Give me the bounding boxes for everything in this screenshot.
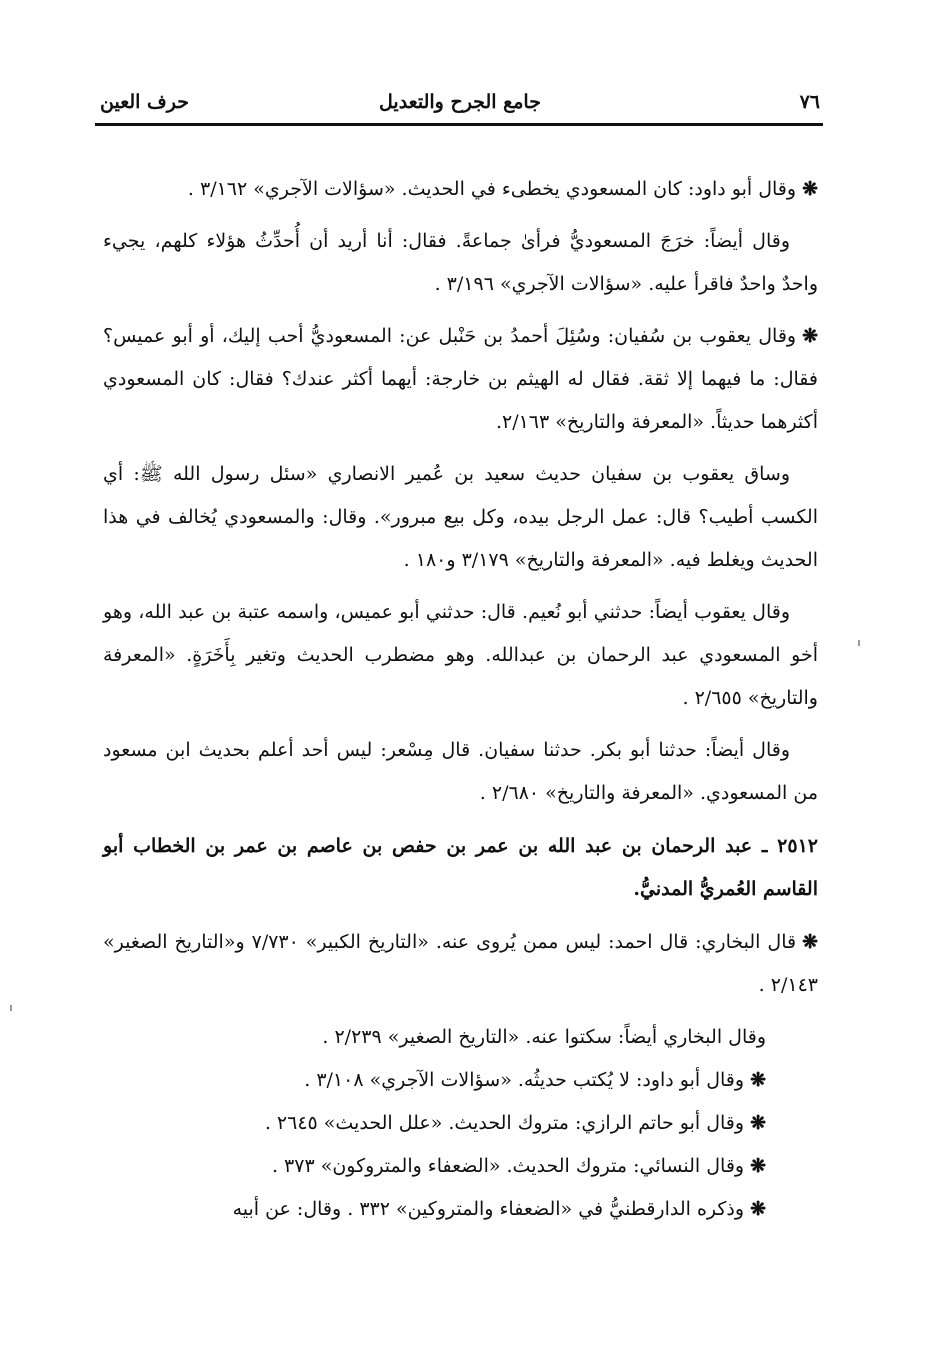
paragraph bbox=[103, 1102, 818, 1145]
paragraph bbox=[103, 1016, 818, 1059]
page-number: ٧٦ bbox=[799, 91, 820, 113]
star-marker: ❋ bbox=[802, 931, 819, 953]
paragraph bbox=[103, 1059, 818, 1102]
paragraph-text: وقال يعقوب بن سُفيان: وسُئِلَ أحمدُ بن حَنْبل عن: المسعوديُّ أحب إليك، أو أبو عميس؟ فقال: ما فيهما إلا ثقة. فقال له الهيثم بن خارجة: أيهما أكثر عندك؟ فقال: كان المسعودي أكثرهما حديثاً. «المعرفة والتاريخ» ٢/١٦٣. bbox=[103, 325, 818, 433]
paragraph-text: وقال أبو داود: كان المسعودي يخطىء في الحديث. «سؤالات الآجري» ٣/١٦٢ . bbox=[187, 178, 797, 200]
section-title: حرف العين bbox=[100, 91, 189, 113]
paragraph-text: قال البخاري: قال احمد: ليس ممن يُروى عنه. «التاريخ الكبير» ٧/٧٣٠ و«التاريخ الصغير» ٢/١٤٣ . bbox=[103, 931, 818, 996]
paragraph-text: وساق يعقوب بن سفيان حديث سعيد بن عُمير الانصاري «سئل رسول الله ﷺ: أي الكسب أطيب؟ قال: عمل الرجل بيده، وكل بيع مبرور». وقال: والمسعودي يُخالف في هذا الحديث ويغلط فيه. «المعرفة والتاريخ» ٣/١٧٩ و١٨٠ . bbox=[103, 463, 818, 571]
star-marker: ❋ bbox=[750, 1155, 766, 1177]
paragraph-text: وقال أيضاً: حدثنا أبو بكر. حدثنا سفيان. قال مِسْعر: ليس أحد أعلم بحديث ابن مسعود من المسعودي. «المعرفة والتاريخ» ٢/٦٨٠ . bbox=[103, 739, 818, 804]
paragraph-text: وقال أبو حاتم الرازي: متروك الحديث. «علل الحديث» ٢٦٤٥ . bbox=[264, 1112, 745, 1134]
entry-heading bbox=[103, 825, 818, 911]
book-title: جامع الجرح والتعديل bbox=[379, 91, 541, 113]
paragraph-text: وقال أيضاً: خرَجَ المسعوديُّ فرأىٰ جماعةً. فقال: أنا أريد أن أُحدِّثُ هؤلاء كلهم، يجيء واحدٌ واحدٌ فاقرأ عليه. «سؤالات الآجري» ٣/١٩٦ . bbox=[103, 230, 818, 295]
paragraph bbox=[103, 1145, 818, 1188]
paragraph bbox=[103, 1188, 818, 1231]
paragraph-text: وقال يعقوب أيضاً: حدثني أبو نُعيم. قال: حدثني أبو عميس، واسمه عتبة بن عبد الله، وهو أخو المسعودي عبد الرحمان بن عبدالله. وهو مضطرب الحديث وتغير بِأَخَرَةٍ. «المعرفة والتاريخ» ٢/٦٥٥ . bbox=[103, 601, 818, 709]
star-marker: ❋ bbox=[802, 178, 818, 200]
paragraph bbox=[103, 921, 818, 1007]
paragraph bbox=[103, 729, 818, 815]
entry-number: ٢٥١٢ ـ bbox=[761, 835, 818, 857]
scan-artifact bbox=[858, 640, 860, 646]
scan-artifact bbox=[10, 1005, 12, 1011]
paragraph bbox=[103, 168, 818, 211]
paragraph-text: وذكره الدارقطنيُّ في «الضعفاء والمتروكين» ٣٣٢ . وقال: عن أبيه bbox=[232, 1198, 745, 1220]
star-marker: ❋ bbox=[802, 325, 818, 347]
paragraph bbox=[103, 453, 818, 582]
star-marker: ❋ bbox=[750, 1198, 766, 1220]
entry-title: عبد الرحمان بن عبد الله بن عمر بن حفص بن عاصم بن عمر بن الخطاب أبو القاسم العُمريُّ المدنيُّ. bbox=[103, 835, 818, 900]
star-marker: ❋ bbox=[750, 1112, 766, 1134]
star-marker: ❋ bbox=[750, 1069, 766, 1091]
paragraph-text: وقال النسائي: متروك الحديث. «الضعفاء والمتروكون» ٣٧٣ . bbox=[271, 1155, 745, 1177]
paragraph bbox=[103, 591, 818, 720]
header-rule bbox=[95, 123, 823, 126]
paragraph-text: وقال البخاري أيضاً: سكتوا عنه. «التاريخ الصغير» ٢/٢٣٩ . bbox=[322, 1026, 766, 1048]
page-body bbox=[103, 168, 818, 1231]
paragraph-text: وقال أبو داود: لا يُكتب حديثُه. «سؤالات الآجري» ٣/١٠٨ . bbox=[304, 1069, 745, 1091]
page-header bbox=[100, 88, 820, 128]
paragraph bbox=[103, 315, 818, 444]
paragraph bbox=[103, 220, 818, 306]
